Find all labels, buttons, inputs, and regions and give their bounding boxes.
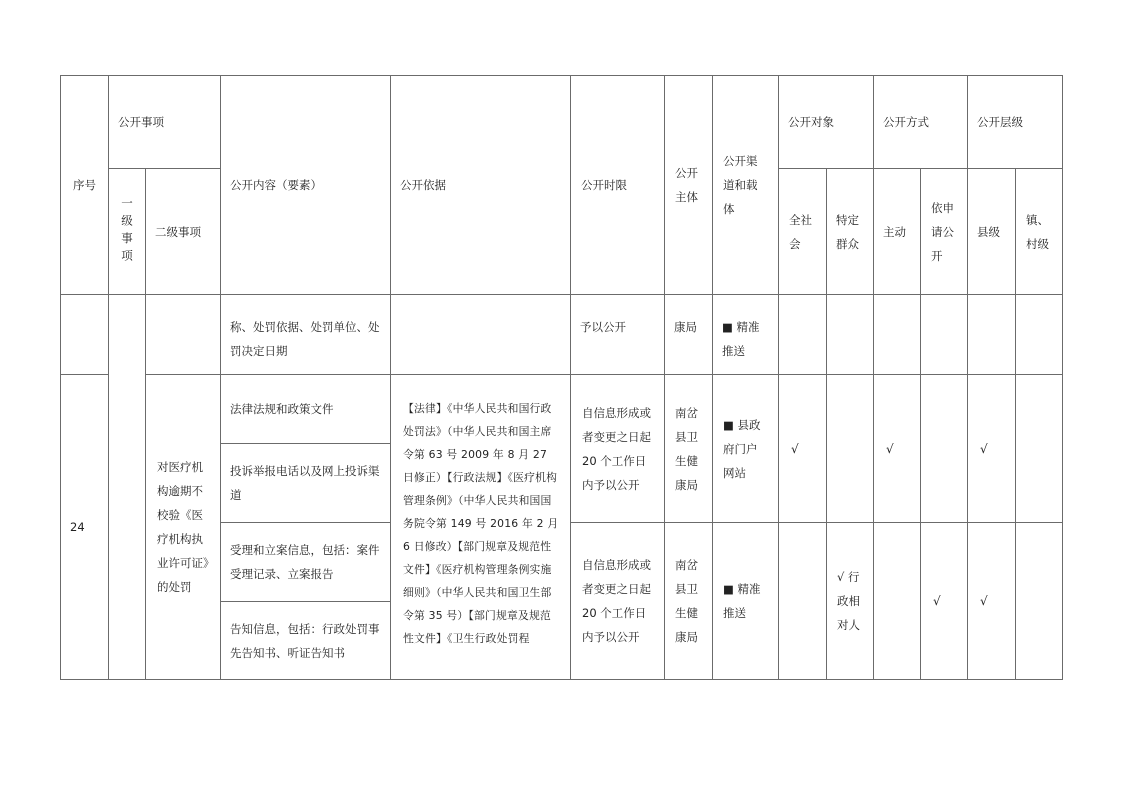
- cont-seq: [60, 294, 109, 375]
- header-public-items: 公开事项: [108, 75, 221, 169]
- header-target-specific: 特定群众: [826, 168, 874, 295]
- item-24-a-level-town: [1015, 374, 1063, 523]
- header-level-county: 县级: [967, 168, 1016, 295]
- cont-level-town: [1015, 294, 1063, 375]
- cont-content: 称、处罚依据、处罚单位、处罚决定日期: [220, 294, 391, 375]
- item-24-a-target-all: √: [778, 374, 827, 523]
- item-24-content-4: 告知信息，包括：行政处罚事先告知书、听证告知书: [220, 601, 391, 680]
- item-24-b-channel: ■ 精准推送: [712, 522, 779, 680]
- item-24-basis: 【法律】《中华人民共和国行政处罚法》（中华人民共和国主席令第 63 号 2009 年 8 月 27 日修正）【行政法规】《医疗机构管理条例》（中华人民共和国国务院令第 149 号 2016 年 2 月 6 日修改）【部门规章及规范性文件】《医疗机构管理条例实施细则》（中华人民共和国卫生部令第 35 号）【部门规章及规范性文件】《卫生行政处罚程: [390, 374, 571, 680]
- header-level: 公开层级: [967, 75, 1063, 169]
- item-24-b-level-county: √: [967, 522, 1016, 680]
- header-content: 公开内容（要素）: [220, 75, 391, 295]
- header-method-active: 主动: [873, 168, 921, 295]
- header-basis: 公开依据: [390, 75, 571, 295]
- item-24-b-level-town: [1015, 522, 1063, 680]
- header-method: 公开方式: [873, 75, 968, 169]
- header-level2: 二级事项: [145, 168, 221, 295]
- item-24-b-time-limit: 自信息形成或者变更之日起 20 个工作日内予以公开: [570, 522, 665, 680]
- item-24-a-level-county: √: [967, 374, 1016, 523]
- item-24-a-target-specific: [826, 374, 874, 523]
- item-24-a-subject: 南岔县卫生健康局: [664, 374, 713, 523]
- item-24-a-time-limit: 自信息形成或者变更之日起 20 个工作日内予以公开: [570, 374, 665, 523]
- item-24-content-3: 受理和立案信息，包括：案件受理记录、立案报告: [220, 522, 391, 602]
- header-channel: 公开渠道和载体: [712, 75, 779, 295]
- cont-time-limit: 予以公开: [570, 294, 665, 375]
- header-target: 公开对象: [778, 75, 874, 169]
- item-24-b-subject: 南岔县卫生健康局: [664, 522, 713, 680]
- cont-subject: 康局: [664, 294, 713, 375]
- item-24-b-target-all: [778, 522, 827, 680]
- cont-channel: ■ 精准推送: [712, 294, 779, 375]
- header-target-all: 全社会: [778, 168, 827, 295]
- item-24-a-method-active: √: [873, 374, 921, 523]
- item-24-level2: 对医疗机构逾期不校验《医疗机构执业许可证》的处罚: [145, 374, 221, 680]
- item-24-b-method-apply: √: [920, 522, 968, 680]
- cont-method-active: [873, 294, 921, 375]
- item-24-a-channel: ■ 县政府门户网站: [712, 374, 779, 523]
- header-seq: 序号: [60, 75, 109, 295]
- header-method-apply: 依申请公开: [920, 168, 968, 295]
- item-24-b-target-specific: √ 行政相对人: [826, 522, 874, 680]
- header-subject: 公开主体: [664, 75, 713, 295]
- cont-level2: [145, 294, 221, 375]
- item-24-b-method-active: [873, 522, 921, 680]
- header-time-limit: 公开时限: [570, 75, 665, 295]
- cont-method-apply: [920, 294, 968, 375]
- cont-target-all: [778, 294, 827, 375]
- item-24-content-2: 投诉举报电话以及网上投诉渠道: [220, 443, 391, 523]
- header-level-town: 镇、村级: [1015, 168, 1063, 295]
- cont-target-specific: [826, 294, 874, 375]
- cont-level-county: [967, 294, 1016, 375]
- item-24-seq: 24: [60, 374, 109, 680]
- level1-merged: [108, 294, 146, 680]
- item-24-a-method-apply: [920, 374, 968, 523]
- cont-basis: [390, 294, 571, 375]
- item-24-content-1: 法律法规和政策文件: [220, 374, 391, 444]
- header-level1: 一级事项: [108, 168, 146, 295]
